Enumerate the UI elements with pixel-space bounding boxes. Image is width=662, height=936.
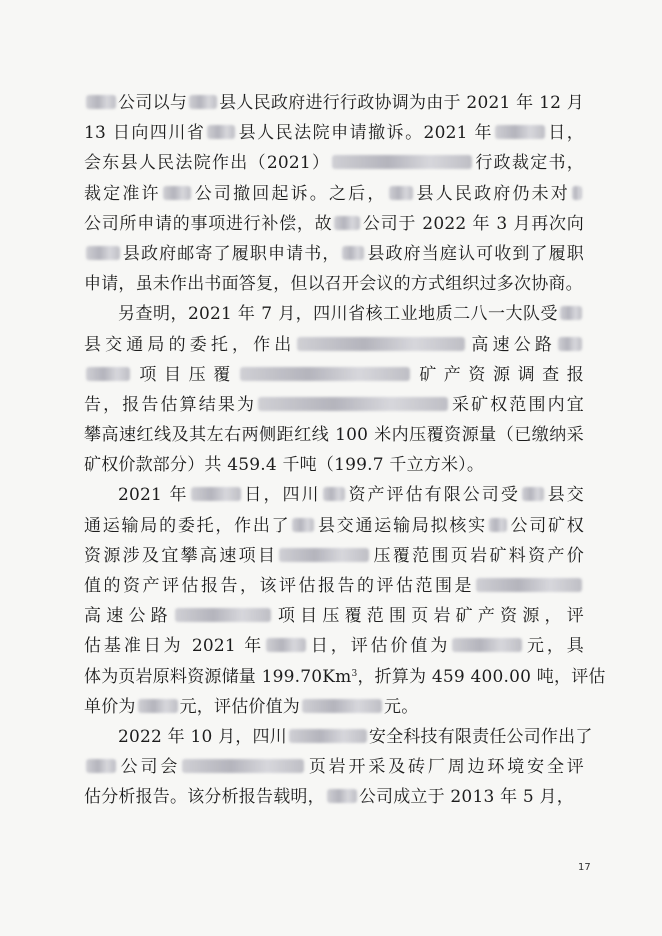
redacted-text [240,367,410,381]
text-segment: 值的资产评估报告，该评估报告的评估范围是 [84,576,474,596]
text-segment: ，折算为 459 400.00 吨，评估 [357,666,606,687]
paragraph [84,299,584,480]
text-line [84,631,584,661]
redacted-text [182,759,304,773]
text-segment: 公司会 [118,757,181,778]
text-segment: 县政府邮寄了履职申请书， [122,243,341,264]
redacted-text [279,548,369,562]
redacted-text [86,95,116,109]
text-line [84,601,584,631]
page-number: 17 [578,862,591,873]
text-segment: 日，评估价值为 [308,636,451,657]
redacted-text [389,186,413,200]
text-segment: 矿权价款部分）共 459.4 千吨（199.7 千立方米）。 [84,455,485,476]
redacted-text [175,608,271,622]
text-line [84,511,584,541]
text-line [84,118,584,148]
superscript: 3 [351,668,358,679]
text-segment: 元，评估价值为 [179,696,301,717]
text-line [84,420,584,450]
text-line [84,662,606,692]
text-segment: 通运输局的委托，作出了 [84,515,291,536]
text-segment: 项目压覆范围页岩矿产资源，评 [272,606,584,627]
text-line [84,269,584,299]
text-segment: 元，具 [524,636,584,657]
redacted-text [558,337,582,351]
redacted-text [560,306,582,320]
text-line [84,692,584,722]
text-line [84,782,584,812]
text-segment: 另查明，2021 年 7 月，四川省核工业地质二八一大队受 [118,304,558,325]
text-segment: 单价为 [84,696,136,717]
text-segment: 安全科技有限责任公司作出了 [368,726,593,747]
text-segment: 2022 年 10 月，四川 [118,726,287,747]
text-segment: 矿产资源调查报 [411,364,584,385]
redacted-text [489,518,507,532]
text-segment: 资源涉及宜攀高速项目 [84,545,278,566]
redacted-text [86,246,120,260]
text-segment: 2021 年 [118,485,189,506]
body-text [84,88,606,813]
text-segment: 采矿权范围内宜 [450,394,584,415]
redacted-text [332,155,472,169]
text-line [84,450,584,480]
text-line [84,722,593,752]
text-segment: 日，四川 [242,485,321,506]
text-line [84,330,584,360]
text-segment: 攀高速红线及其左右两侧距红线 100 米内压覆资源量（已缴纳采 [84,425,584,446]
text-segment: 公司于 2022 年 3 月再次向 [362,213,584,234]
text-line [84,541,584,571]
redacted-text [258,397,448,411]
text-line [84,752,584,782]
text-line [84,239,584,269]
text-segment: 日， [547,123,584,144]
text-segment: 县人民政府仍未对 [414,183,570,204]
redacted-text [86,759,116,773]
text-segment: 告，报告估算结果为 [84,394,257,415]
text-line [84,571,584,601]
redacted-text [476,578,582,592]
text-segment: 公司矿权 [508,515,584,536]
redacted-text [292,518,314,532]
text-segment: 高速公路 [84,606,173,627]
text-segment: 体为页岩原料资源储量 199.70Km [84,666,352,687]
redacted-text [289,729,367,743]
text-segment: 13 日向四川省 [84,123,206,144]
text-segment: 页岩开采及砖厂周边环境安全评 [306,757,584,778]
redacted-text [189,95,217,109]
text-segment: 会东县人民法院作出（2021） [84,153,331,174]
redacted-text [163,186,191,200]
redacted-text [334,216,360,230]
text-segment: 裁定准许 [84,183,161,204]
text-segment: 县交通运输局拟核实 [316,515,487,536]
paragraph [84,88,584,299]
redacted-text [572,186,582,200]
text-segment: 公司所申请的事项进行补偿，故 [84,213,333,234]
redacted-text [302,699,382,713]
redacted-text [207,125,235,139]
redacted-text [342,246,364,260]
redacted-text [522,487,544,501]
text-line [84,148,584,178]
text-segment: 项目压覆 [132,364,238,385]
text-line [84,88,584,118]
text-segment: 估分析报告。该分析报告载明， [84,787,325,808]
redacted-text [138,699,178,713]
text-segment: 公司以与 [118,93,188,113]
text-segment: 县交通局的委托，作出 [84,334,296,355]
redacted-text [323,487,345,501]
text-segment: 县政府当庭认可收到了履职 [366,243,584,264]
redacted-text [452,638,522,652]
paragraph [84,480,606,722]
redacted-text [86,367,130,381]
text-line [84,390,584,420]
text-segment: 估基准日为 2021 年 [84,636,265,657]
text-segment: 县人民政府进行行政协调为由于 2021 年 12 月 [219,93,584,113]
paragraph [84,722,593,813]
text-segment: 县交 [545,485,584,506]
text-segment: 资产评估有限公司受 [346,485,520,506]
text-segment: 行政裁定书， [474,153,585,174]
text-segment: 公司撤回起诉。之后， [192,183,387,204]
text-segment: 公司成立于 2013 年 5 月， [358,787,574,808]
text-segment: 申请，虽未作出书面答复，但以召开会议的方式组织过多次协商。 [84,274,583,295]
text-segment: 元。 [384,696,419,717]
text-line [84,360,584,390]
redacted-text [297,337,465,351]
text-segment: 县人民法院申请撤诉。2021 年 [237,123,494,144]
redacted-text [495,125,545,139]
text-line [84,179,584,209]
text-line [84,209,584,239]
text-line [84,299,584,329]
redacted-text [266,638,306,652]
redacted-text [327,789,357,803]
text-line [84,480,584,510]
text-segment: 压覆范围页岩矿料资产价 [371,545,585,566]
redacted-text [191,487,241,501]
text-segment: 高速公路 [467,334,556,355]
